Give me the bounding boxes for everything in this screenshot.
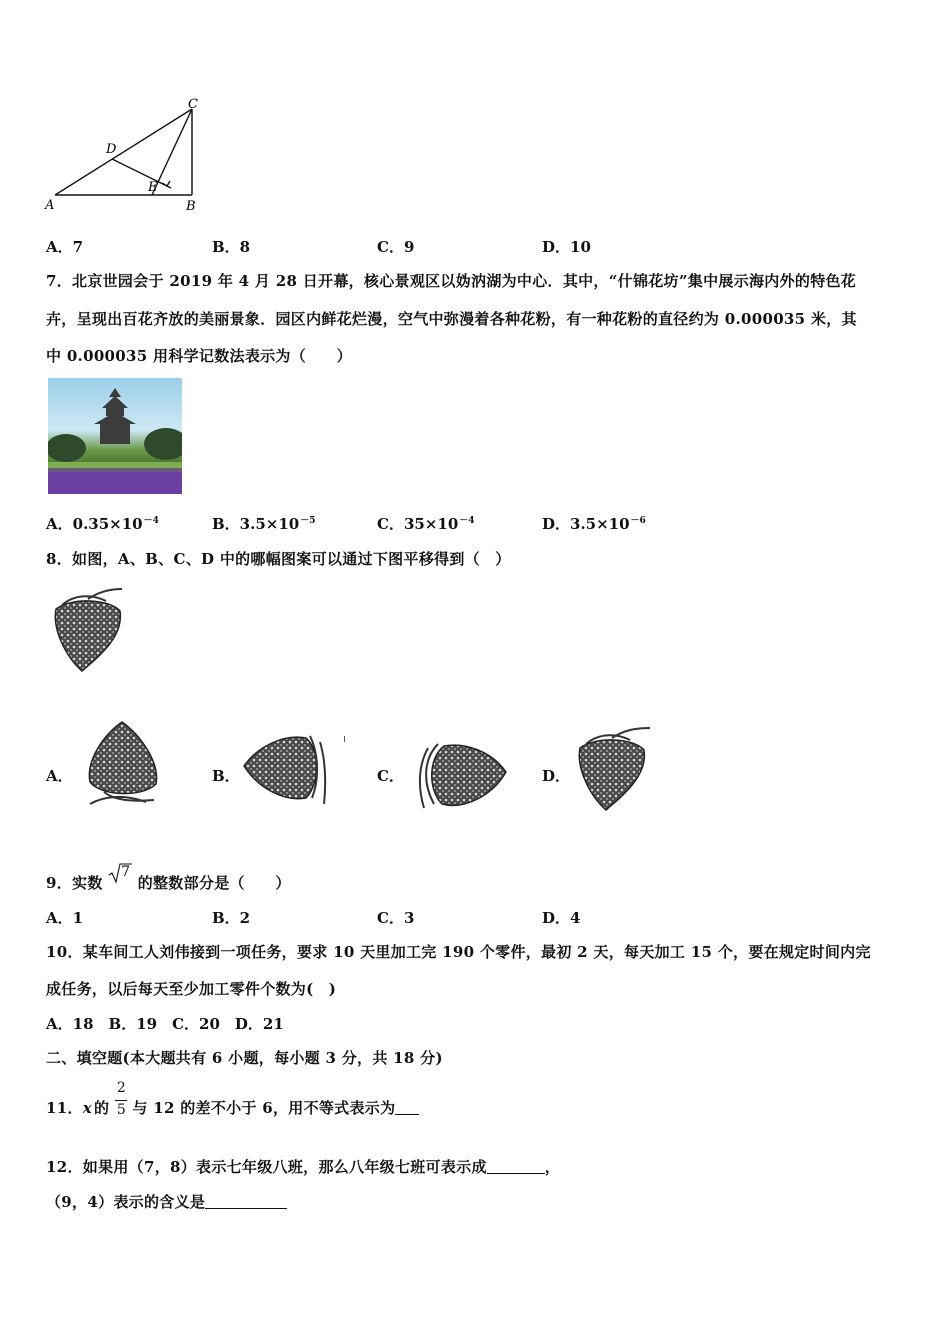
q10-line1: 10．某车间工人刘伟接到一项任务，要求 10 天里加工完 190 个零件，最初 2 天，每天加工 15 个，要在规定时间内完 xyxy=(46,943,871,961)
q7-option-b-base: B．3.5×10 xyxy=(212,515,300,533)
fraction-two-fifths xyxy=(115,1080,127,1118)
q6-option-b: B．8 xyxy=(212,238,251,256)
garden-photo xyxy=(48,378,182,494)
q12-line2-text: （9，4）表示的含义是 xyxy=(46,1193,206,1211)
q8-option-d: D． xyxy=(542,767,571,785)
sqrt-radicand: 7 xyxy=(121,864,131,880)
q7-option-c-base: C．35×10 xyxy=(377,515,459,533)
strawberry-d-icon xyxy=(572,722,654,816)
q11-rest: 与 12 的差不小于 6，用不等式表示为 xyxy=(132,1099,396,1117)
strawberry-a-icon xyxy=(84,718,162,810)
q6-option-d: D．10 xyxy=(542,238,591,256)
q9-option-a: A．1 xyxy=(46,909,84,927)
q7-line1: 7．北京世园会于 2019 年 4 月 28 日开幕，核心景观区以妫汭湖为中心．其中，“什锦花坊”集中展示海内外的特色花 xyxy=(46,272,857,290)
sqrt-symbol xyxy=(108,862,132,884)
q9-option-c: C．3 xyxy=(377,909,415,927)
q7-option-d xyxy=(542,513,646,534)
q8-option-c: C． xyxy=(377,767,404,785)
section2-title: 二、填空题(本大题共有 6 小题，每小题 3 分，共 18 分) xyxy=(46,1049,443,1067)
strawberry-c-icon xyxy=(414,738,510,812)
q12-answer-blank-2[interactable] xyxy=(205,1194,287,1209)
q7-option-b-exponent: －5 xyxy=(300,516,316,526)
triangle-figure xyxy=(40,95,210,215)
q8-text: 8．如图，A、B、C、D 中的哪幅图案可以通过下图平移得到（ ） xyxy=(46,550,511,568)
q10-line2: 成任务，以后每天至少加工零件个数为( ) xyxy=(46,980,337,998)
q7-option-a xyxy=(46,513,159,534)
q11-number: 11． xyxy=(46,1099,83,1117)
q7-option-d-exponent: －6 xyxy=(630,516,646,526)
q7-option-a-exponent: －4 xyxy=(143,516,159,526)
q12-answer-blank-1[interactable] xyxy=(487,1159,545,1174)
label-c: C xyxy=(188,97,198,112)
q8-option-a: A． xyxy=(46,767,73,785)
q7-line3: 中 0.000035 用科学记数法表示为（ ） xyxy=(46,347,352,365)
fraction-numerator: 2 xyxy=(116,1080,127,1096)
strawberry-reference-icon xyxy=(48,585,128,677)
q7-option-c xyxy=(377,513,475,534)
q9-suffix: 的整数部分是（ ） xyxy=(137,874,291,892)
stray-mark xyxy=(344,736,345,742)
q11-answer-blank[interactable] xyxy=(395,1100,419,1115)
label-b: B xyxy=(186,199,196,214)
q8-option-b: B． xyxy=(212,767,240,785)
q12-line1-text: 12．如果用（7，8）表示七年级八班，那么八年级七班可表示成 xyxy=(46,1158,487,1176)
q11-de: 的 xyxy=(94,1099,110,1117)
q12-comma: ， xyxy=(544,1158,561,1176)
fraction-bar xyxy=(115,1100,127,1101)
q10-options: A．18 B．19 C．20 D．21 xyxy=(46,1015,284,1033)
label-d: D xyxy=(106,142,117,157)
q9-option-b: B．2 xyxy=(212,909,251,927)
label-e: E xyxy=(148,180,158,195)
fraction-denominator: 5 xyxy=(116,1102,127,1118)
q7-option-c-exponent: －4 xyxy=(459,516,475,526)
q12-line1 xyxy=(46,1156,560,1177)
q9-option-d: D．4 xyxy=(542,909,581,927)
q12-line2 xyxy=(46,1191,287,1212)
q6-option-a: A．7 xyxy=(46,238,84,256)
q7-option-d-base: D．3.5×10 xyxy=(542,515,630,533)
label-a: A xyxy=(45,198,55,213)
q9-question xyxy=(46,862,291,893)
q11-variable: x xyxy=(82,1099,93,1117)
q6-option-c: C．9 xyxy=(377,238,415,256)
strawberry-b-icon xyxy=(240,728,332,808)
q7-option-a-base: A．0.35×10 xyxy=(46,515,143,533)
q7-line2: 卉，呈现出百花齐放的美丽景象．园区内鲜花烂漫，空气中弥漫着各种花粉，有一种花粉的直径约为 0.000035 米，其 xyxy=(46,310,857,328)
q7-option-b xyxy=(212,513,315,534)
q9-prefix: 9．实数 xyxy=(46,874,103,892)
q11-question xyxy=(46,1080,419,1118)
